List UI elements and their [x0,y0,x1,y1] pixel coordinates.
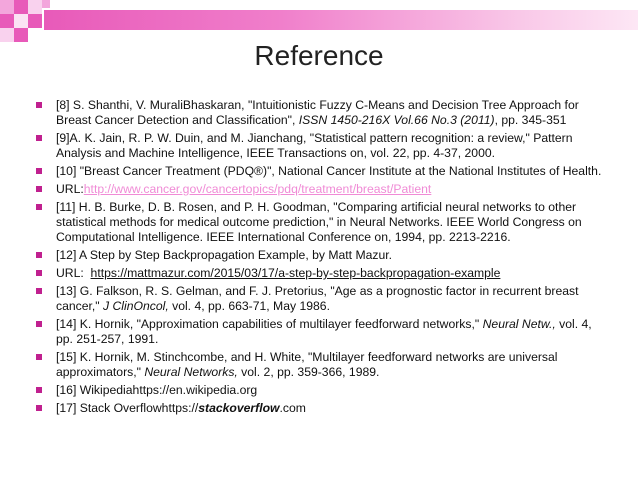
bullet-icon [36,135,42,141]
reference-item: [8] S. Shanthi, V. MuraliBhaskaran, "Intuitionistic Fuzzy C-Means and Decision Tree Approach for Breast Cancer Detection and Classification", ISSN 1450-216X Vol.66 No.3 (2011), pp. 345-351 [36,98,610,128]
bullet-icon [36,321,42,327]
bullet-icon [36,204,42,210]
bullet-icon [36,288,42,294]
reference-item: [14] K. Hornik, "Approximation capabilities of multilayer feedforward networks," Neural Netw., vol. 4, pp. 251-257, 1991. [36,317,610,347]
reference-item: [10] "Breast Cancer Treatment (PDQ®)", National Cancer Institute at the National Institutes of Health. [36,164,610,179]
reference-item: [16] Wikipediahttps://en.wikipedia.org [36,383,610,398]
header-band [44,10,638,30]
cancer-gov-link[interactable]: http://www.cancer.gov/cancertopics/pdq/treatment/breast/Patient [83,182,432,196]
slide-title: Reference [254,40,384,71]
bullet-icon [36,405,42,411]
reference-item: [11] H. B. Burke, D. B. Rosen, and P. H. Goodman, "Comparing artificial neural networks to other statistical methods for medical outcome prediction," in Neural Networks. IEEE World Congress on Computational Intelligence. IEEE International Conference on, 1994, pp. 2213-2216. [36,200,610,245]
bullet-icon [36,270,42,276]
reference-item: URL:http://www.cancer.gov/cancertopics/pdq/treatment/breast/Patient [36,182,610,197]
reference-item: [12] A Step by Step Backpropagation Example, by Matt Mazur. [36,248,610,263]
reference-item: [9]A. K. Jain, R. P. W. Duin, and M. Jianchang, "Statistical pattern recognition: a review," Pattern Analysis and Machine Intelligence, IEEE Transactions on, vol. 22, pp. 4-37, 2000. [36,131,610,161]
reference-item: [15] K. Hornik, M. Stinchcombe, and H. White, "Multilayer feedforward networks are universal approximators," Neural Networks, vol. 2, pp. 359-366, 1989. [36,350,610,380]
bullet-icon [36,387,42,393]
reference-item: [13] G. Falkson, R. S. Gelman, and F. J. Pretorius, "Age as a prognostic factor in recurrent breast cancer," J ClinOncol, vol. 4, pp. 663-71, May 1986. [36,284,610,314]
bullet-icon [36,168,42,174]
bullet-icon [36,102,42,108]
reference-item: [17] Stack Overflowhttps://stackoverflow.com [36,401,610,416]
reference-item: URL: https://mattmazur.com/2015/03/17/a-step-by-step-backpropagation-example [36,266,610,281]
bullet-icon [36,354,42,360]
bullet-icon [36,252,42,258]
mattmazur-link[interactable]: https://mattmazur.com/2015/03/17/a-step-by-step-backpropagation-example [90,266,501,280]
reference-list [36,98,610,419]
bullet-icon [36,186,42,192]
